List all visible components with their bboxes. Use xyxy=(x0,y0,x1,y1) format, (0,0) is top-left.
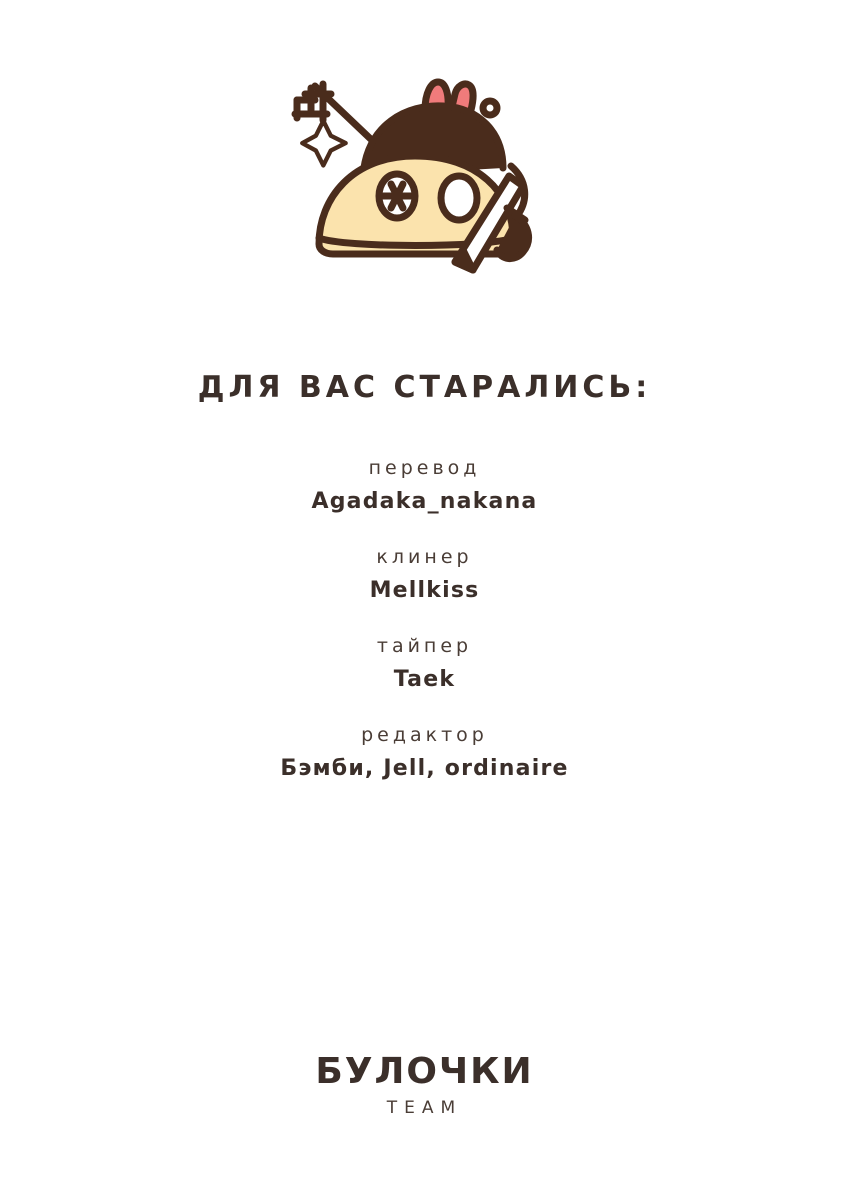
credit-role-label: редактор xyxy=(361,724,488,746)
team-name: БУЛОЧКИ xyxy=(315,1051,534,1092)
credits-list xyxy=(280,457,568,813)
mascot-sparkle xyxy=(302,121,345,166)
credit-role-label: клинер xyxy=(376,546,473,568)
page-title: ДЛЯ ВАС СТАРАЛИСЬ: xyxy=(197,370,652,405)
credit-name-value: Бэмби, Jell, ordinaire xyxy=(280,756,569,781)
credit-entry-cleaner xyxy=(370,546,480,603)
credit-role-label: тайпер xyxy=(376,635,473,657)
credit-entry-editor xyxy=(280,724,568,781)
credit-entry-typer xyxy=(377,635,472,692)
mascot-dot-accent xyxy=(483,101,497,115)
credit-role-label: перевод xyxy=(368,457,481,479)
credit-entry-translator xyxy=(312,457,538,514)
credit-name-value: Mellkiss xyxy=(369,578,480,603)
team-subtitle: TEAM xyxy=(386,1098,463,1118)
credit-name-value: Taek xyxy=(393,667,456,692)
team-footer xyxy=(0,1051,849,1118)
credit-name-value: Agadaka_nakana xyxy=(311,489,538,514)
bun-mascot-icon xyxy=(275,48,575,278)
mascot-eye-right xyxy=(441,176,477,220)
